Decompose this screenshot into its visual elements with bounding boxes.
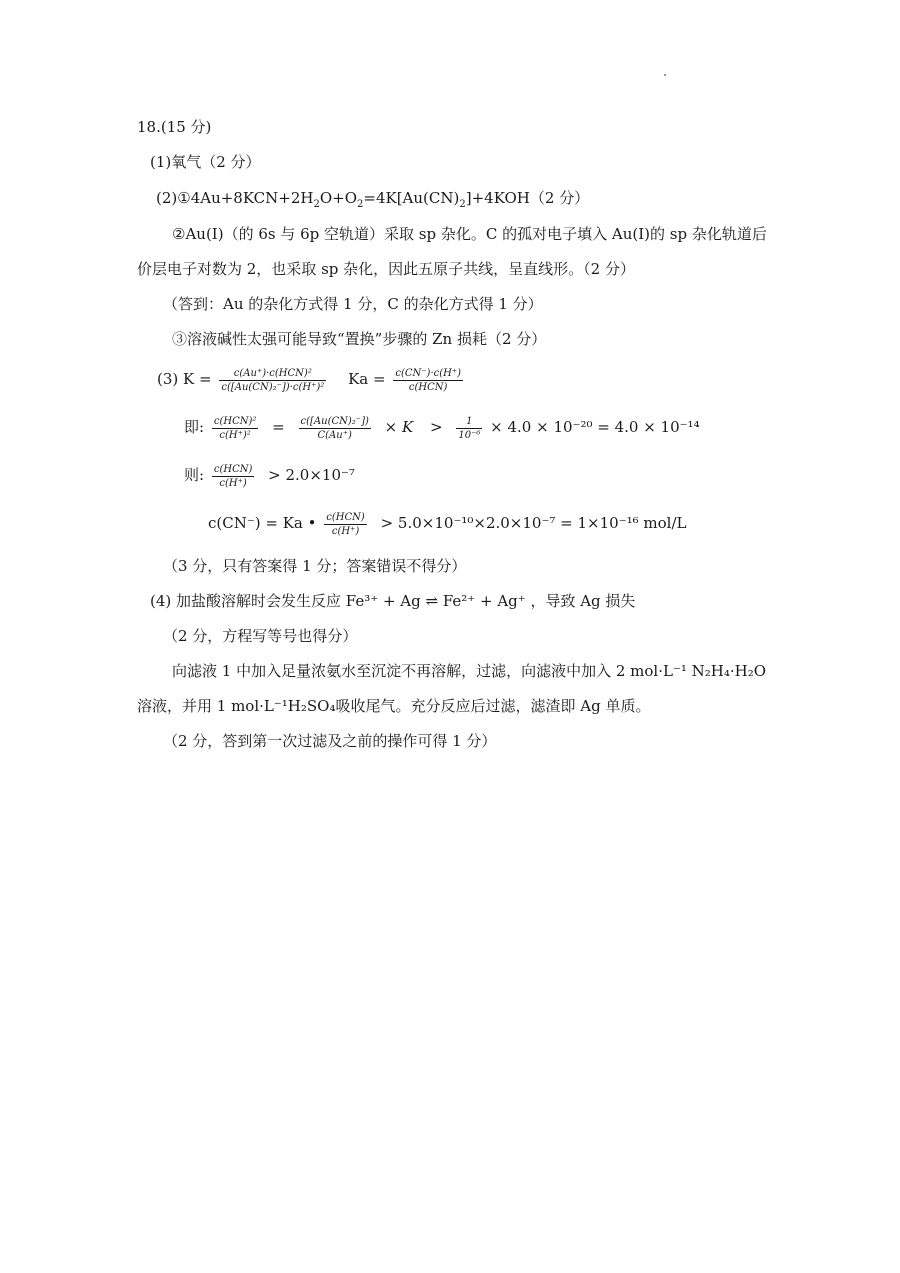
answer-part-4-procedure-scoring-note: （2 分，答到第一次过滤及之前的操作可得 1 分） [163,732,497,750]
answer-part-2-scoring-note: （答到：Au 的杂化方式得 1 分，C 的杂化方式得 1 分） [163,295,543,313]
answer-part-1: (1)氧气（2 分） [150,153,261,171]
ka-fraction: $\frac{c(CN^-)\cdot c(H^+)}{\text{c(HCN)}}$ [395,367,462,393]
scan-speck [664,74,666,76]
answer-part-3-derivation: 即: $\frac{\text{c(HCN)²}}{\text{c(H⁺)²}}$ = $\frac{\text{c([Au(CN)₂⁻])}}{C(Au^+)}$ × K > $\frac{1}{\text{10⁻⁶}}$ × 4.0 × 10⁻²⁰ = 4.0 × 10⁻¹⁴ [184,415,700,441]
answer-part-3-scoring-note: （3 分，只有答案得 1 分；答案错误不得分） [163,557,467,575]
answer-part-4-procedure-line1: 向滤液 1 中加入足量浓氨水至沉淀不再溶解，过滤，向滤液中加入 2 mol·L⁻¹ N₂H₄·H₂O [172,662,767,680]
hcn-h-squared-fraction: $\frac{\text{c(HCN)²}}{\text{c(H⁺)²}}$ [213,415,257,441]
answer-part-3-k-expressions: (3) K = $\frac{\text{c(Au⁺)·c(HCN)²}}{\text{c([Au(CN)₂⁻])·c(H⁺)²}}$ Ka = $\frac{c(CN^-)\cdot c(H^+)}{\text{c(HCN)}}$ [157,367,462,393]
answer-part-2-equation: $(2)①4Au+8KCN+2H_2O+O_2=4K[Au(CN)_2]+4KOH(2$ 分） [156,189,590,210]
hcn-h-fraction: $\frac{\text{c(HCN)}}{c(H^+)}$ [213,463,253,489]
answer-part-4-reaction: (4) 加盐酸溶解时会发生反应 Fe³⁺ + Ag ⇌ Fe²⁺ + Ag⁺ ，导致 Ag 损失 [150,592,636,610]
au-complex-fraction: $\frac{\text{c([Au(CN)₂⁻])}}{C(Au^+)}$ [300,415,369,441]
answer-part-3-ratio: 则: $\frac{\text{c(HCN)}}{c(H^+)}$ > 2.0×10⁻⁷ [184,463,355,489]
answer-part-3-cyanide-result: c(CN⁻) = Ka • $\frac{\text{c(HCN)}}{c(H^+)}$ > 5.0×10⁻¹⁰×2.0×10⁻⁷ = 1×10⁻¹⁶ mol/L [208,511,687,537]
k-fraction: $\frac{\text{c(Au⁺)·c(HCN)²}}{\text{c([Au(CN)₂⁻])·c(H⁺)²}}$ [221,367,325,393]
question-header: 18.(15 分) [137,118,212,136]
answer-part-4-scoring-note: （2 分，方程写等号也得分） [163,627,358,645]
answer-part-2-point-3: ③溶液碱性太强可能导致“置换”步骤的 Zn 损耗（2 分） [172,330,547,348]
answer-part-2-hybridization-line2: 价层电子对数为 2，也采取 sp 杂化，因此五原子共线，呈直线形。（2 分） [137,260,635,278]
inverse-fraction: $\frac{1}{\text{10⁻⁶}}$ [458,415,481,441]
answer-part-4-procedure-line2: 溶液，并用 1 mol·L⁻¹H₂SO₄吸收尾气。充分反应后过滤，滤渣即 Ag 单质。 [137,697,651,715]
hcn-h-fraction-2: $\frac{\text{c(HCN)}}{c(H^+)}$ [326,511,365,537]
answer-part-2-hybridization-line1: ②Au(I)（的 6s 与 6p 空轨道）采取 sp 杂化。C 的孤对电子填入 Au(I)的 sp 杂化轨道后 [172,225,767,243]
